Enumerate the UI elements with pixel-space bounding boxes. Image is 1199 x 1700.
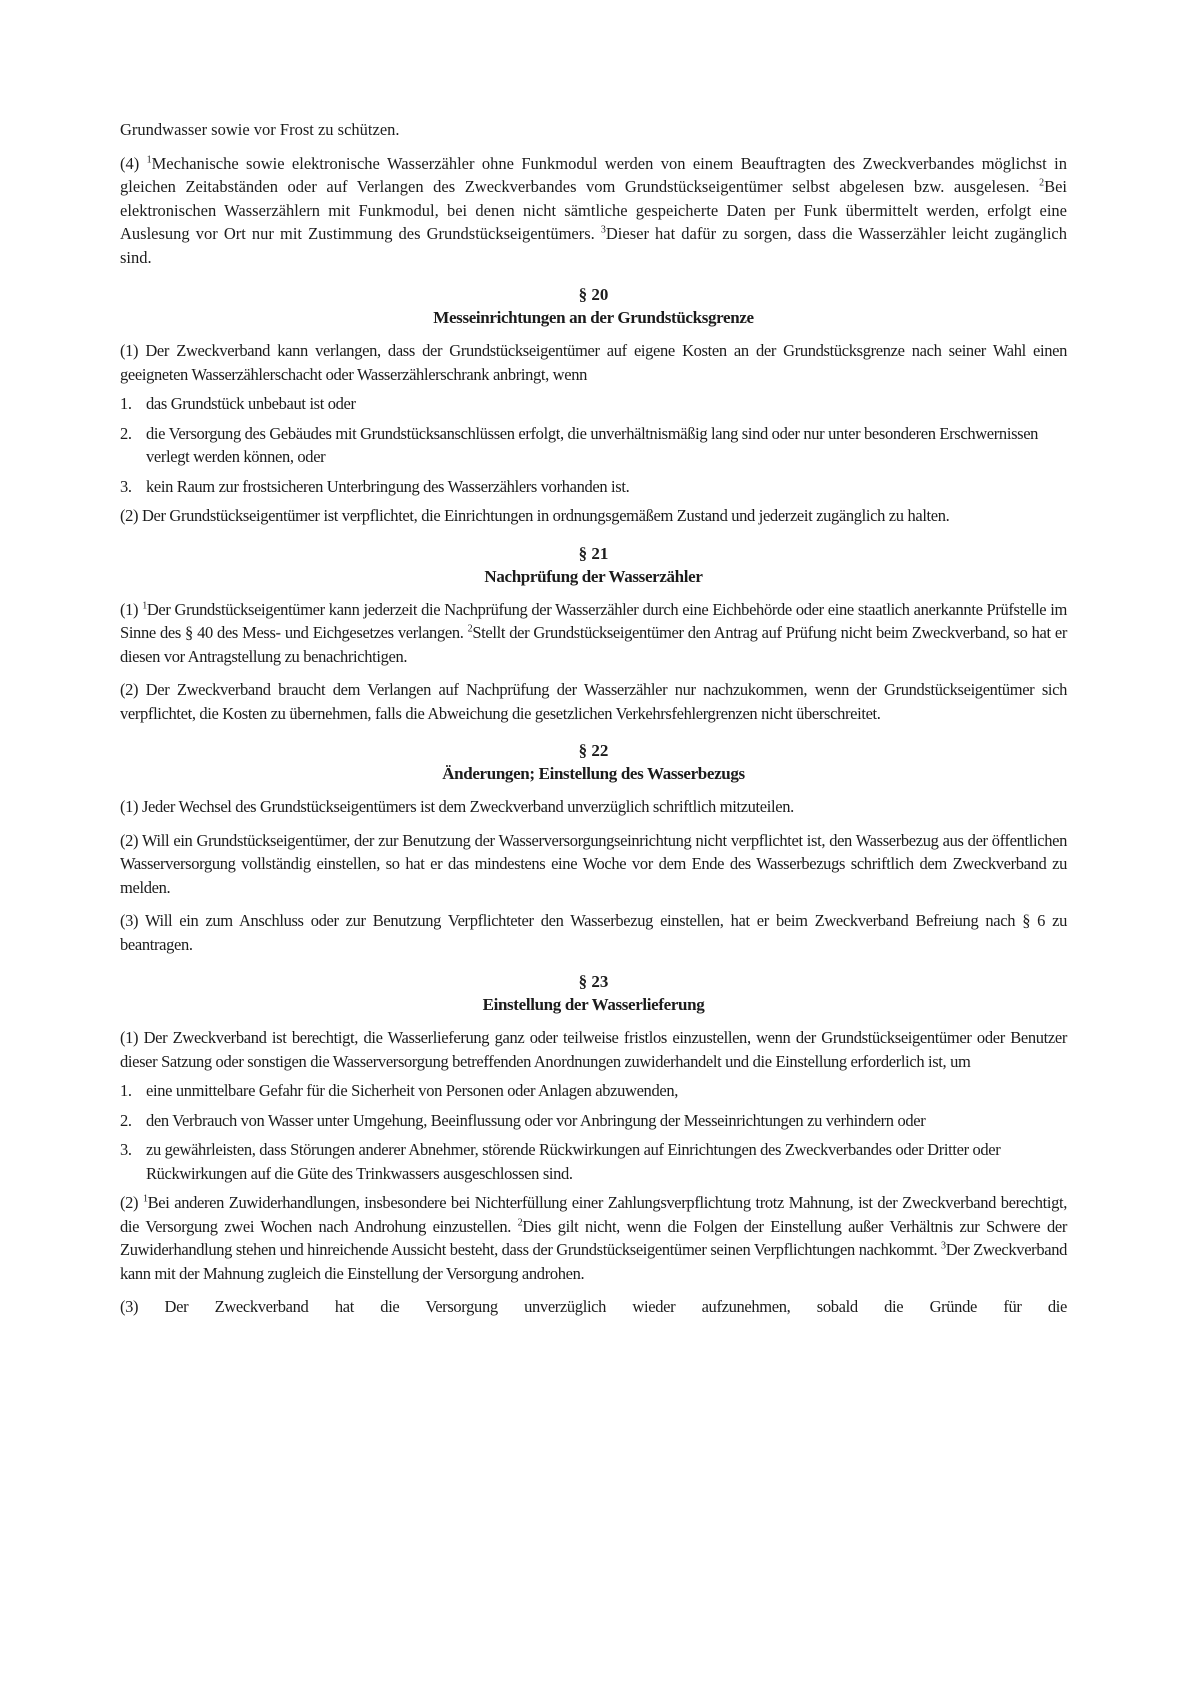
paragraph-22-1: (1) Jeder Wechsel des Grundstückseigentümers ist dem Zweckverband unverzüglich schriftlich mitzuteilen. [120, 797, 794, 816]
list-text: das Grundstück unbebaut ist oder [146, 394, 356, 413]
list-text: zu gewährleisten, dass Störungen anderer Abnehmer, störende Rückwirkungen auf Einrichtungen des Zweckverbandes oder Dritter oder Rückwirkungen auf die Güte des Trinkwassers ausgeschlossen sind. [146, 1140, 1001, 1183]
sentence: Mechanische sowie elektronische Wasserzähler ohne Funkmodul werden von einem Beauftragten des Zweckverbandes möglichst in gleichen Zeitabständen oder auf Verlangen des Zweckverbandes vom Grundstückseigentümer selbst abgelesen bzw. ausgelesen. [120, 153, 1067, 196]
list-item [120, 1138, 1067, 1185]
sentence: Dies gilt nicht, wenn die Folgen der Einstellung außer Verhältnis zur Schwere der Zuwiderhandlung stehen und hinreichende Aussicht besteht, dass der Grundstückseigentümer seinen Verpflichtungen nachkommt. [120, 1216, 1067, 1259]
sentence-number: 1 [142, 1193, 148, 1205]
list-number: 3. [120, 476, 132, 496]
intro-line: Grundwasser sowie vor Frost zu schützen. [120, 120, 400, 139]
list-text: kein Raum zur frostsicheren Unterbringung des Wasserzählers vorhanden ist. [146, 476, 630, 496]
sentence-number: 2 [467, 623, 473, 635]
section-title-22: Änderungen; Einstellung des Wasserbezugs [442, 764, 745, 783]
paragraph-20-1: (1) Der Zweckverband kann verlangen, dass der Grundstückseigentümer auf eigene Kosten an der Grundstücksgrenze nach seiner Wahl einen geeigneten Wasserzählerschacht oder Wasserzählerschrank anbringt, wenn [120, 341, 1067, 384]
sentence-number: 2 [517, 1217, 523, 1228]
list-item [120, 1109, 1067, 1133]
paragraph-20-2: (2) Der Grundstückseigentümer ist verpflichtet, die Einrichtungen in ordnungsgemäßem Zustand und jederzeit zugänglich zu halten. [120, 506, 950, 525]
section-title-23: Einstellung der Wasserlieferung [482, 995, 705, 1014]
paragraph-number: (2) [120, 1193, 143, 1212]
list-number: 1. [120, 394, 132, 413]
paragraph-number: (1) [120, 599, 143, 619]
list-text: die Versorgung des Gebäudes mit Grundstücksanschlüssen erfolgt, die unverhältnismäßig lang sind oder nur unter besonderen Erschwernissen verlegt werden können, oder [146, 423, 1039, 466]
section-title-21: Nachprüfung der Wasserzähler [484, 566, 703, 586]
paragraph-22-3: (3) Will ein zum Anschluss oder zur Benutzung Verpflichteter den Wasserbezug einstellen, hat er beim Zweckverband Befreiung nach § 6 zu beantragen. [120, 911, 1067, 954]
sentence-number: 3 [941, 1240, 946, 1252]
sentence-number: 1 [146, 154, 152, 165]
sentence: Der Zweckverband kann mit der Mahnung zugleich die Einstellung der Versorgung androhen. [120, 1240, 1067, 1283]
section-title-20: Messeinrichtungen an der Grundstücksgrenze [433, 308, 754, 327]
list-item [120, 1079, 1067, 1103]
list-item [120, 422, 1067, 469]
list-20 [120, 392, 1067, 498]
paragraph-21-2: (2) Der Zweckverband braucht dem Verlangen auf Nachprüfung der Wasserzähler nur nachzukommen, wenn der Grundstückseigentümer sich verpflichtet, die Kosten zu übernehmen, falls die Abweichung die gesetzlichen Verkehrsfehlergrenzen nicht überschreitet. [120, 680, 1067, 723]
section-number-20: § 20 [578, 285, 609, 304]
list-item [120, 475, 1067, 499]
sentence: Stellt der Grundstückseigentümer den Antrag auf Prüfung nicht beim Zweckverband, so hat er diesen vor Antragstellung zu benachrichtigen. [120, 623, 1067, 666]
list-number: 2. [120, 423, 132, 443]
paragraph-23-3: (3) Der Zweckverband hat die Versorgung unverzüglich wieder aufzunehmen, sobald die Gründe für die [120, 1297, 1067, 1316]
paragraph-19-4 [120, 152, 1067, 270]
sentence-number: 3 [600, 224, 606, 236]
section-number-21: § 21 [578, 543, 609, 563]
paragraph-23-2 [120, 1191, 1067, 1285]
paragraph-21-1 [120, 598, 1067, 669]
list-number: 1. [120, 1081, 132, 1100]
section-number-22: § 22 [578, 741, 609, 760]
paragraph-22-2: (2) Will ein Grundstückseigentümer, der zur Benutzung der Wasserversorgungseinrichtung nicht verpflichtet ist, den Wasserbezug aus der öffentlichen Wasserversorgung vollständig einstellen, so hat er das mindestens eine Woche vor dem Ende des Wasserbezugs schriftlich dem Zweckverband zu melden. [120, 830, 1067, 897]
sentence: Bei anderen Zuwiderhandlungen, insbesondere bei Nichterfüllung einer Zahlungsverpflichtung trotz Mahnung, ist der Zweckverband berechtigt, die Versorgung zwei Wochen nach Androhung einzustellen. [120, 1193, 1067, 1236]
list-number: 2. [120, 1110, 132, 1130]
sentence: Dieser hat dafür zu sorgen, dass die Wasserzähler leicht zugänglich sind. [120, 224, 1067, 267]
list-number: 3. [120, 1140, 132, 1159]
sentence-number: 2 [1039, 177, 1045, 189]
paragraph-number: (4) [120, 153, 147, 173]
list-text: den Verbrauch von Wasser unter Umgehung, Beeinflussung oder vor Anbringung der Messeinrichtungen zu verhindern oder [146, 1110, 926, 1130]
sentence: Der Grundstückseigentümer kann jederzeit die Nachprüfung der Wasserzähler durch eine Eichbehörde oder eine staatlich anerkannte Prüfstelle im Sinne des § 40 des Mess- und Eichgesetzes verlangen. [120, 599, 1067, 642]
document-page [120, 118, 1067, 1319]
list-23 [120, 1079, 1067, 1185]
list-item [120, 392, 1067, 416]
sentence: Bei elektronischen Wasserzählern mit Funkmodul, bei denen nicht sämtliche gespeicherte Daten per Funk übermittelt werden, erfolgt eine Auslesung vor Ort nur mit Zustimmung des Grundstückseigentümers. [120, 177, 1067, 243]
list-text: eine unmittelbare Gefahr für die Sicherheit von Personen oder Anlagen abzuwenden, [146, 1081, 678, 1100]
section-number-23: § 23 [578, 972, 609, 991]
paragraph-23-1: (1) Der Zweckverband ist berechtigt, die Wasserlieferung ganz oder teilweise fristlos einzustellen, wenn der Grundstückseigentümer oder Benutzer dieser Satzung oder sonstigen die Wasserversorgung betreffenden Anordnungen zuwiderhandelt und die Einstellung erforderlich ist, um [120, 1028, 1067, 1071]
sentence-number: 1 [142, 600, 147, 611]
